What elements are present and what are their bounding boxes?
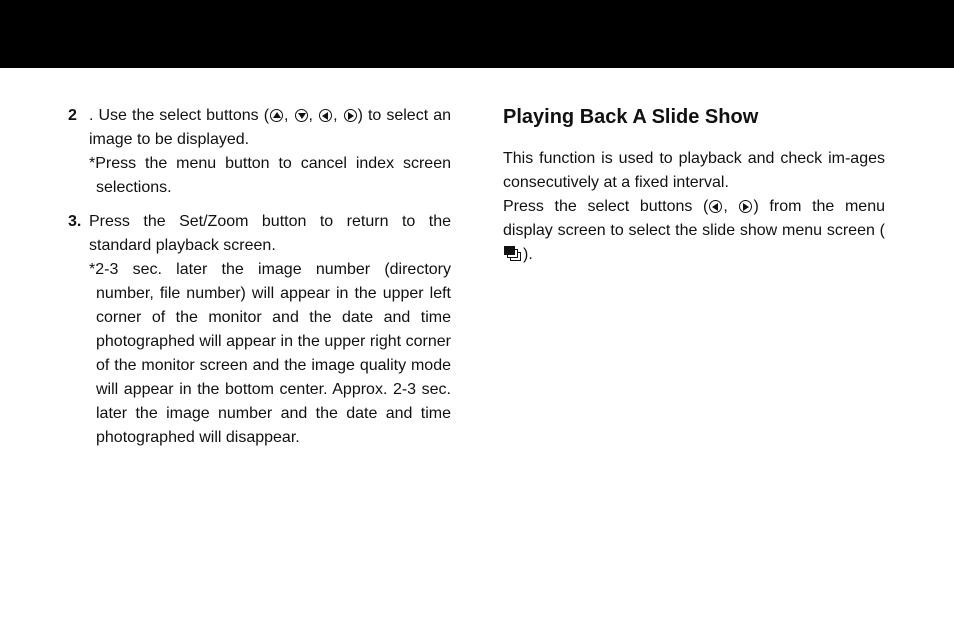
right-column xyxy=(503,104,885,267)
spacer xyxy=(68,200,451,210)
left-column xyxy=(68,104,451,450)
right-button-icon xyxy=(739,200,752,213)
up-button-icon xyxy=(270,109,283,122)
step-3-text: Press the Set/Zoom button to return to the standard playback screen. xyxy=(89,213,451,254)
step-2-note: *Press the menu button to cancel index screen selections. xyxy=(89,155,451,196)
slide-show-icon xyxy=(504,246,522,262)
instruction-sep: , xyxy=(723,198,728,215)
instruction-text-end: ). xyxy=(523,246,533,263)
left-button-icon xyxy=(319,109,332,122)
header-bar xyxy=(0,0,954,68)
step-3 xyxy=(68,210,451,258)
step-2-sep-2: , xyxy=(308,107,313,124)
step-3-number: 3. xyxy=(68,213,82,230)
right-button-icon xyxy=(344,109,357,122)
step-2-number: 2 xyxy=(68,107,77,124)
step-2-sep-3: , xyxy=(333,107,338,124)
instruction-paragraph xyxy=(503,195,885,267)
step-2 xyxy=(68,104,451,152)
step-3-note: *2-3 sec. later the image number (directory number, file number) will appear in the upper left corner of the monitor and the date and time photographed will appear in the upper right corner of the monitor screen and the image quality mode will appear in the bottom center. Approx. 2-3 sec. later the image number and the date and time photographed will disappear. xyxy=(89,261,451,446)
down-button-icon xyxy=(295,109,308,122)
section-heading: Playing Back A Slide Show xyxy=(503,106,759,128)
left-button-icon xyxy=(709,200,722,213)
step-2-text-after: ) to select an image to be displayed. xyxy=(89,107,452,148)
instruction-text-before: Press the select buttons ( xyxy=(503,198,709,215)
step-2-text-before: . Use the select buttons ( xyxy=(89,107,270,124)
intro-paragraph: This function is used to playback and check im-ages consecutively at a fixed interval. xyxy=(503,150,885,191)
instruction-text-mid: ) from the menu display screen to select the slide show menu screen ( xyxy=(503,198,885,239)
step-2-sep-1: , xyxy=(284,107,289,124)
